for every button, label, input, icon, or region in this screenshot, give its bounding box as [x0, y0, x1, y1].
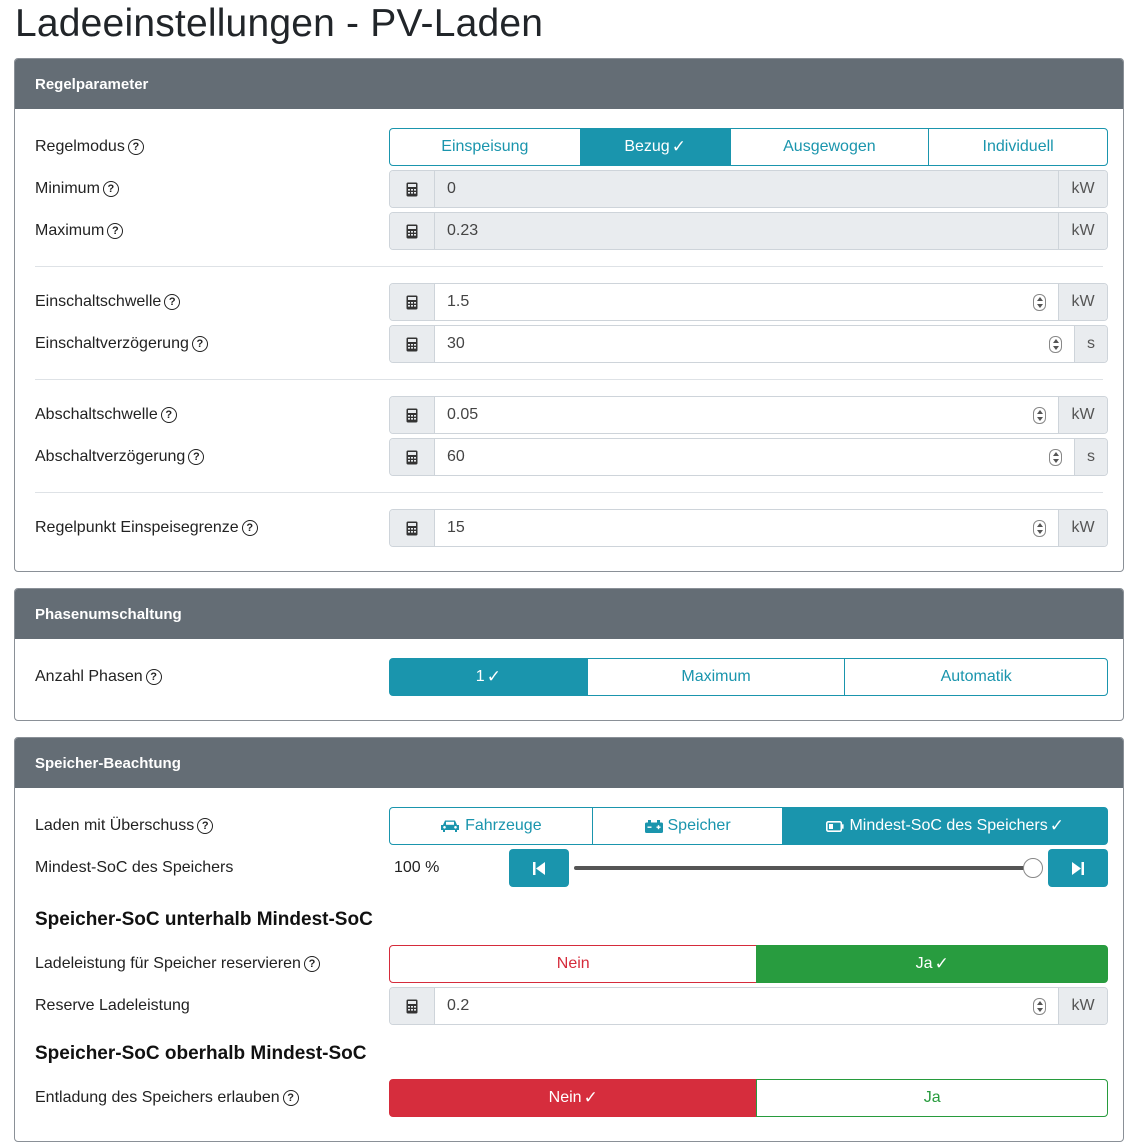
unit-label: s	[1074, 326, 1107, 362]
section-heading-oberhalb: Speicher-SoC oberhalb Mindest-SoC	[35, 1043, 367, 1064]
field-label: Ladeleistung für Speicher reservieren	[35, 955, 301, 972]
calculator-icon	[390, 397, 435, 433]
slider-thumb[interactable]	[1023, 858, 1043, 878]
field-label: Mindest-SoC des Speichers	[35, 859, 234, 876]
divider	[35, 492, 1103, 493]
spinner-icon[interactable]	[1033, 998, 1046, 1015]
help-icon[interactable]: ?	[161, 407, 177, 423]
minimum-input-group	[389, 170, 1108, 208]
entladung-button-group	[389, 1079, 1108, 1117]
field-label: Laden mit Überschuss	[35, 817, 195, 834]
check-icon: ✓	[671, 137, 686, 156]
help-icon[interactable]: ?	[197, 818, 213, 834]
help-icon[interactable]: ?	[146, 669, 162, 685]
einschaltschwelle-row	[35, 283, 1108, 321]
abschaltverzoegerung-input-group	[389, 438, 1108, 476]
maximum-input-group	[389, 212, 1108, 250]
option-speicher[interactable]: Speicher	[592, 807, 784, 845]
check-icon: ✓	[486, 667, 501, 686]
calculator-icon	[390, 284, 435, 320]
option-automatik[interactable]: Automatik	[844, 658, 1108, 696]
reserve-input-group	[389, 987, 1108, 1025]
option-ausgewogen[interactable]: Ausgewogen	[730, 128, 930, 166]
reservieren-button-group	[389, 945, 1108, 983]
field-label: Reserve Ladeleistung	[35, 997, 190, 1014]
calculator-icon	[390, 171, 435, 207]
regelpunkt-input-group	[389, 509, 1108, 547]
entladung-row	[35, 1079, 1108, 1117]
help-icon[interactable]: ?	[164, 294, 180, 310]
spinner-icon[interactable]	[1033, 520, 1046, 537]
help-icon[interactable]: ?	[128, 139, 144, 155]
car-icon	[440, 819, 460, 833]
unit-label: kW	[1058, 988, 1107, 1024]
field-label: Anzahl Phasen	[35, 668, 143, 685]
regelpunkt-input[interactable]: 15	[435, 510, 1058, 546]
car-battery-icon	[645, 820, 663, 833]
calculator-icon	[390, 510, 435, 546]
help-icon[interactable]: ?	[192, 336, 208, 352]
regelmodus-button-group	[389, 128, 1108, 166]
card-header: Speicher-Beachtung	[15, 738, 1123, 788]
ueberschuss-button-group	[389, 807, 1108, 845]
reserve-ladeleistung-row	[35, 987, 1108, 1025]
spinner-icon[interactable]	[1033, 294, 1046, 311]
minimum-row	[35, 170, 1108, 208]
slider-track[interactable]	[574, 866, 1033, 870]
option-maximum[interactable]: Maximum	[587, 658, 846, 696]
help-icon[interactable]: ?	[188, 449, 204, 465]
mindest-soc-slider	[389, 849, 1108, 887]
option-einspeisung[interactable]: Einspeisung	[389, 128, 581, 166]
spinner-icon[interactable]	[1049, 449, 1062, 466]
field-label: Entladung des Speichers erlauben	[35, 1089, 280, 1106]
unit-label: kW	[1058, 397, 1107, 433]
abschaltschwelle-row	[35, 396, 1108, 434]
maximum-row	[35, 212, 1108, 250]
phasen-button-group	[389, 658, 1108, 696]
option-individuell[interactable]: Individuell	[928, 128, 1108, 166]
check-icon: ✓	[583, 1088, 598, 1107]
einschaltverzoegerung-input[interactable]: 30	[435, 326, 1074, 362]
calculator-icon	[390, 439, 435, 475]
field-label: Abschaltverzögerung	[35, 448, 186, 465]
battery-quarter-icon	[826, 821, 844, 832]
slider-decrease-button[interactable]	[509, 849, 569, 887]
regelmodus-row	[35, 128, 1108, 166]
einschaltschwelle-input-group	[389, 283, 1108, 321]
abschaltschwelle-input[interactable]: 0.05	[435, 397, 1058, 433]
help-icon[interactable]: ?	[107, 223, 123, 239]
phasenumschaltung-card	[14, 588, 1124, 721]
spinner-icon[interactable]	[1033, 407, 1046, 424]
unit-label: kW	[1058, 510, 1107, 546]
divider	[35, 266, 1103, 267]
help-icon[interactable]: ?	[103, 181, 119, 197]
step-backward-icon	[533, 862, 545, 875]
reserve-input[interactable]: 0.2	[435, 988, 1058, 1024]
option-ja[interactable]: Ja ✓	[756, 945, 1108, 983]
minimum-input: 0	[435, 171, 1058, 207]
check-icon: ✓	[1049, 816, 1064, 835]
unit-label: kW	[1058, 213, 1107, 249]
check-icon: ✓	[934, 954, 949, 973]
unit-label: kW	[1058, 171, 1107, 207]
laden-ueberschuss-row	[35, 807, 1108, 845]
calculator-icon	[390, 213, 435, 249]
divider	[35, 379, 1103, 380]
regelparameter-card	[14, 58, 1124, 572]
abschaltverzoegerung-input[interactable]: 60	[435, 439, 1074, 475]
field-label: Regelmodus	[35, 138, 125, 155]
einschaltschwelle-input[interactable]: 1.5	[435, 284, 1058, 320]
option-ja[interactable]: Ja	[756, 1079, 1108, 1117]
abschaltschwelle-input-group	[389, 396, 1108, 434]
card-header: Phasenumschaltung	[15, 589, 1123, 639]
mindest-soc-row	[35, 849, 1108, 887]
option-mindest-soc[interactable]: Mindest-SoC des Speichers ✓	[782, 807, 1108, 845]
field-label: Maximum	[35, 222, 105, 239]
einschaltverzoegerung-row	[35, 325, 1108, 363]
einschaltverzoegerung-input-group	[389, 325, 1108, 363]
section-heading-unterhalb: Speicher-SoC unterhalb Mindest-SoC	[35, 909, 373, 930]
step-forward-icon	[1072, 862, 1084, 875]
option-nein[interactable]: Nein ✓	[389, 1079, 757, 1117]
help-icon[interactable]: ?	[283, 1090, 299, 1106]
unit-label: kW	[1058, 284, 1107, 320]
regelpunkt-row	[35, 509, 1108, 547]
maximum-input: 0.23	[435, 213, 1058, 249]
field-label: Abschaltschwelle	[35, 406, 158, 423]
spinner-icon[interactable]	[1049, 336, 1062, 353]
abschaltverzoegerung-row	[35, 438, 1108, 476]
page-title: Ladeeinstellungen - PV-Laden	[15, 2, 544, 45]
field-label: Minimum	[35, 180, 100, 197]
card-header: Regelparameter	[15, 59, 1123, 109]
option-nein[interactable]: Nein	[389, 945, 757, 983]
option-fahrzeuge[interactable]: Fahrzeuge	[389, 807, 593, 845]
speicher-beachtung-card	[14, 737, 1124, 1142]
option-1[interactable]: 1 ✓	[389, 658, 588, 696]
calculator-icon	[390, 988, 435, 1024]
help-icon[interactable]: ?	[304, 956, 320, 972]
help-icon[interactable]: ?	[242, 520, 258, 536]
calculator-icon	[390, 326, 435, 362]
slider-value: 100 %	[394, 859, 440, 876]
field-label: Einschaltschwelle	[35, 293, 162, 310]
anzahl-phasen-row	[35, 658, 1108, 696]
option-bezug[interactable]: Bezug ✓	[580, 128, 731, 166]
field-label: Einschaltverzögerung	[35, 335, 189, 352]
field-label: Regelpunkt Einspeisegrenze	[35, 519, 239, 536]
slider-increase-button[interactable]	[1048, 849, 1108, 887]
reservieren-row	[35, 945, 1108, 983]
unit-label: s	[1074, 439, 1107, 475]
